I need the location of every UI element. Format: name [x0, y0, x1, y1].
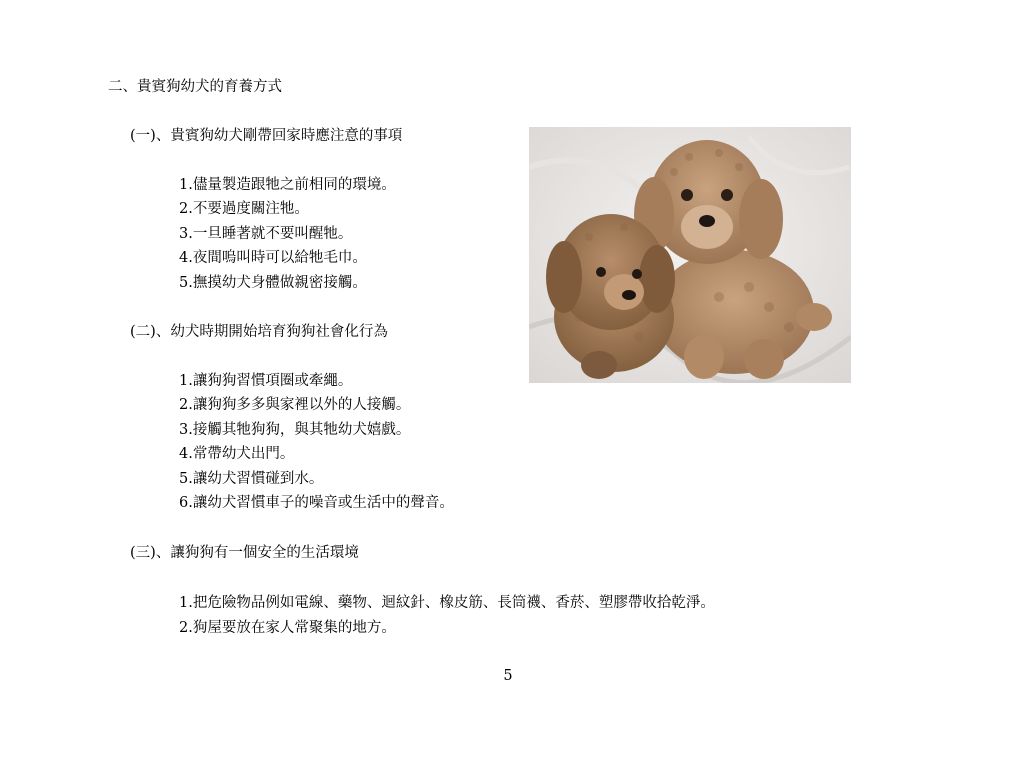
section-3-item: 2.狗屋要放在家人常聚集的地方。 — [179, 620, 396, 636]
section-1-item: 4.夜間嗚叫時可以給牠毛巾。 — [179, 250, 367, 266]
section-1-item: 3.一旦睡著就不要叫醒牠。 — [179, 226, 353, 242]
section-2-item: 4.常帶幼犬出門。 — [179, 446, 295, 462]
section-2-item: 3.接觸其牠狗狗，與其牠幼犬嬉戲。 — [179, 422, 411, 438]
page-number: 5 — [503, 668, 513, 684]
section-2-item: 1.讓狗狗習慣項圈或牽繩。 — [179, 373, 353, 389]
section-1-item: 5.撫摸幼犬身體做親密接觸。 — [179, 275, 367, 291]
puppies-photo — [529, 127, 851, 383]
section-2-item: 2.讓狗狗多多與家裡以外的人接觸。 — [179, 397, 411, 413]
section-3-title: (三)、讓狗狗有一個安全的生活環境 — [130, 545, 359, 561]
section-2-item: 5.讓幼犬習慣碰到水。 — [179, 471, 324, 487]
section-1-item: 1.儘量製造跟牠之前相同的環境。 — [179, 177, 396, 193]
section-2-title: (二)、幼犬時期開始培育狗狗社會化行為 — [130, 324, 388, 340]
page-heading: 二、貴賓狗幼犬的育養方式 — [108, 79, 282, 95]
section-2-item: 6.讓幼犬習慣車子的噪音或生活中的聲音。 — [179, 495, 454, 511]
section-3-item: 1.把危險物品例如電線、藥物、迴紋針、橡皮筋、長筒襪、香菸、塑膠帶收拾乾淨。 — [179, 595, 715, 611]
section-1-title: (一)、貴賓狗幼犬剛帶回家時應注意的事項 — [130, 128, 403, 144]
section-1-item: 2.不要過度關注牠。 — [179, 201, 309, 217]
